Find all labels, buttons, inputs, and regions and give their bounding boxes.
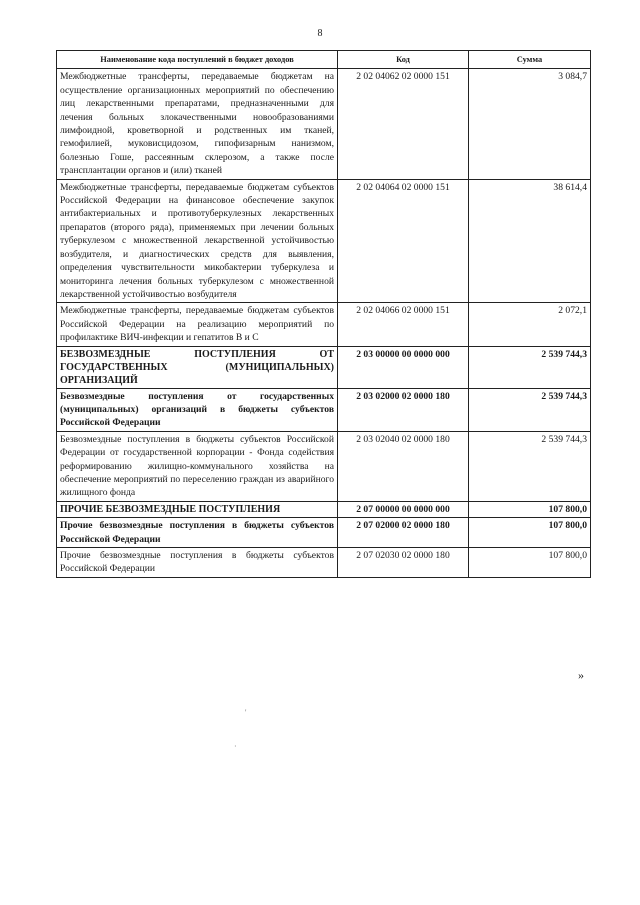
- table-row: [57, 346, 591, 388]
- table-body: [57, 69, 591, 577]
- table-row: [57, 548, 591, 578]
- row-code-cell: 2 02 04064 02 0000 151: [338, 179, 469, 303]
- table-row: [57, 69, 591, 179]
- table-row: [57, 388, 591, 431]
- row-code-cell: 2 07 02030 02 0000 180: [338, 548, 469, 578]
- row-sum-cell: 107 800,0: [469, 518, 591, 548]
- scan-speck: ': [245, 708, 247, 717]
- table-row: [57, 303, 591, 346]
- row-sum-cell: 107 800,0: [469, 548, 591, 578]
- header-sum: Сумма: [469, 51, 591, 69]
- row-name-cell: Прочие безвозмездные поступления в бюджеты субъектов Российской Федерации: [57, 518, 338, 548]
- row-sum-cell: 38 614,4: [469, 179, 591, 303]
- table-row: [57, 518, 591, 548]
- row-name-cell: Безвозмездные поступления в бюджеты субъектов Российской Федерации от государственной корпорации - Фонда содействия реформированию жилищно-коммунального хозяйства на обеспечение мероприятий по переселению граждан из аварийного жилищного фонда: [57, 431, 338, 501]
- row-name-cell: Межбюджетные трансферты, передаваемые бюджетам субъектов Российской Федерации на финансовое обеспечение закупок антибактериальных и противотуберкулезных лекарственных препаратов (второго ряда), применяемых при лечении больных туберкулезом с множественной лекарственной устойчивостью возбудителя, и диагностических средств для выявления, определения чувствительности микобактерии туберкулеза и мониторинга лечения больных туберкулезом с множественной лекарственной устойчивостью возбудителя: [57, 179, 338, 303]
- row-name-cell: Межбюджетные трансферты, передаваемые бюджетам на осуществление организационных мероприятий по обеспечению лиц лекарственными препаратами, предназначенными для лечения больных злокачественными новообразованиями лимфоидной, кроветворной и родственных им тканей, гемофилией, муковисцидозом, гипофизарным нанизмом, болезнью Гоше, рассеянным склерозом, а также после трансплантации органов и (или) тканей: [57, 69, 338, 179]
- row-sum-cell: 107 800,0: [469, 501, 591, 517]
- table-row: [57, 179, 591, 303]
- row-sum-cell: 2 539 744,3: [469, 346, 591, 388]
- row-name-cell: Межбюджетные трансферты, передаваемые бюджетам субъектов Российской Федерации на реализацию мероприятий по профилактике ВИЧ-инфекции и гепатитов В и С: [57, 303, 338, 346]
- row-name-cell: Прочие безвозмездные поступления в бюджеты субъектов Российской Федерации: [57, 548, 338, 578]
- row-sum-cell: 2 539 744,3: [469, 388, 591, 431]
- row-code-cell: 2 07 02000 02 0000 180: [338, 518, 469, 548]
- row-sum-cell: 2 539 744,3: [469, 431, 591, 501]
- row-code-cell: 2 07 00000 00 0000 000: [338, 501, 469, 517]
- header-code: Код: [338, 51, 469, 69]
- row-name-cell: ПРОЧИЕ БЕЗВОЗМЕЗДНЫЕ ПОСТУПЛЕНИЯ: [57, 501, 338, 517]
- row-name-cell: БЕЗВОЗМЕЗДНЫЕ ПОСТУПЛЕНИЯ ОТ ГОСУДАРСТВЕННЫХ (МУНИЦИПАЛЬНЫХ) ОРГАНИЗАЦИЙ: [57, 346, 338, 388]
- scan-speck: ·: [234, 742, 237, 751]
- table-row: [57, 431, 591, 501]
- row-code-cell: 2 02 04062 02 0000 151: [338, 69, 469, 179]
- row-code-cell: 2 02 04066 02 0000 151: [338, 303, 469, 346]
- closing-quote: »: [578, 668, 584, 682]
- row-name-cell: Безвозмездные поступления от государственных (муниципальных) организаций в бюджеты субъектов Российской Федерации: [57, 388, 338, 431]
- row-sum-cell: 2 072,1: [469, 303, 591, 346]
- row-code-cell: 2 03 02040 02 0000 180: [338, 431, 469, 501]
- page-number: 8: [317, 28, 323, 39]
- header-name: Наименование кода поступлений в бюджет доходов: [57, 51, 338, 69]
- row-sum-cell: 3 084,7: [469, 69, 591, 179]
- row-code-cell: 2 03 02000 02 0000 180: [338, 388, 469, 431]
- table-header-row: [57, 51, 591, 69]
- table-row: [57, 501, 591, 517]
- row-code-cell: 2 03 00000 00 0000 000: [338, 346, 469, 388]
- revenue-table: [56, 50, 591, 578]
